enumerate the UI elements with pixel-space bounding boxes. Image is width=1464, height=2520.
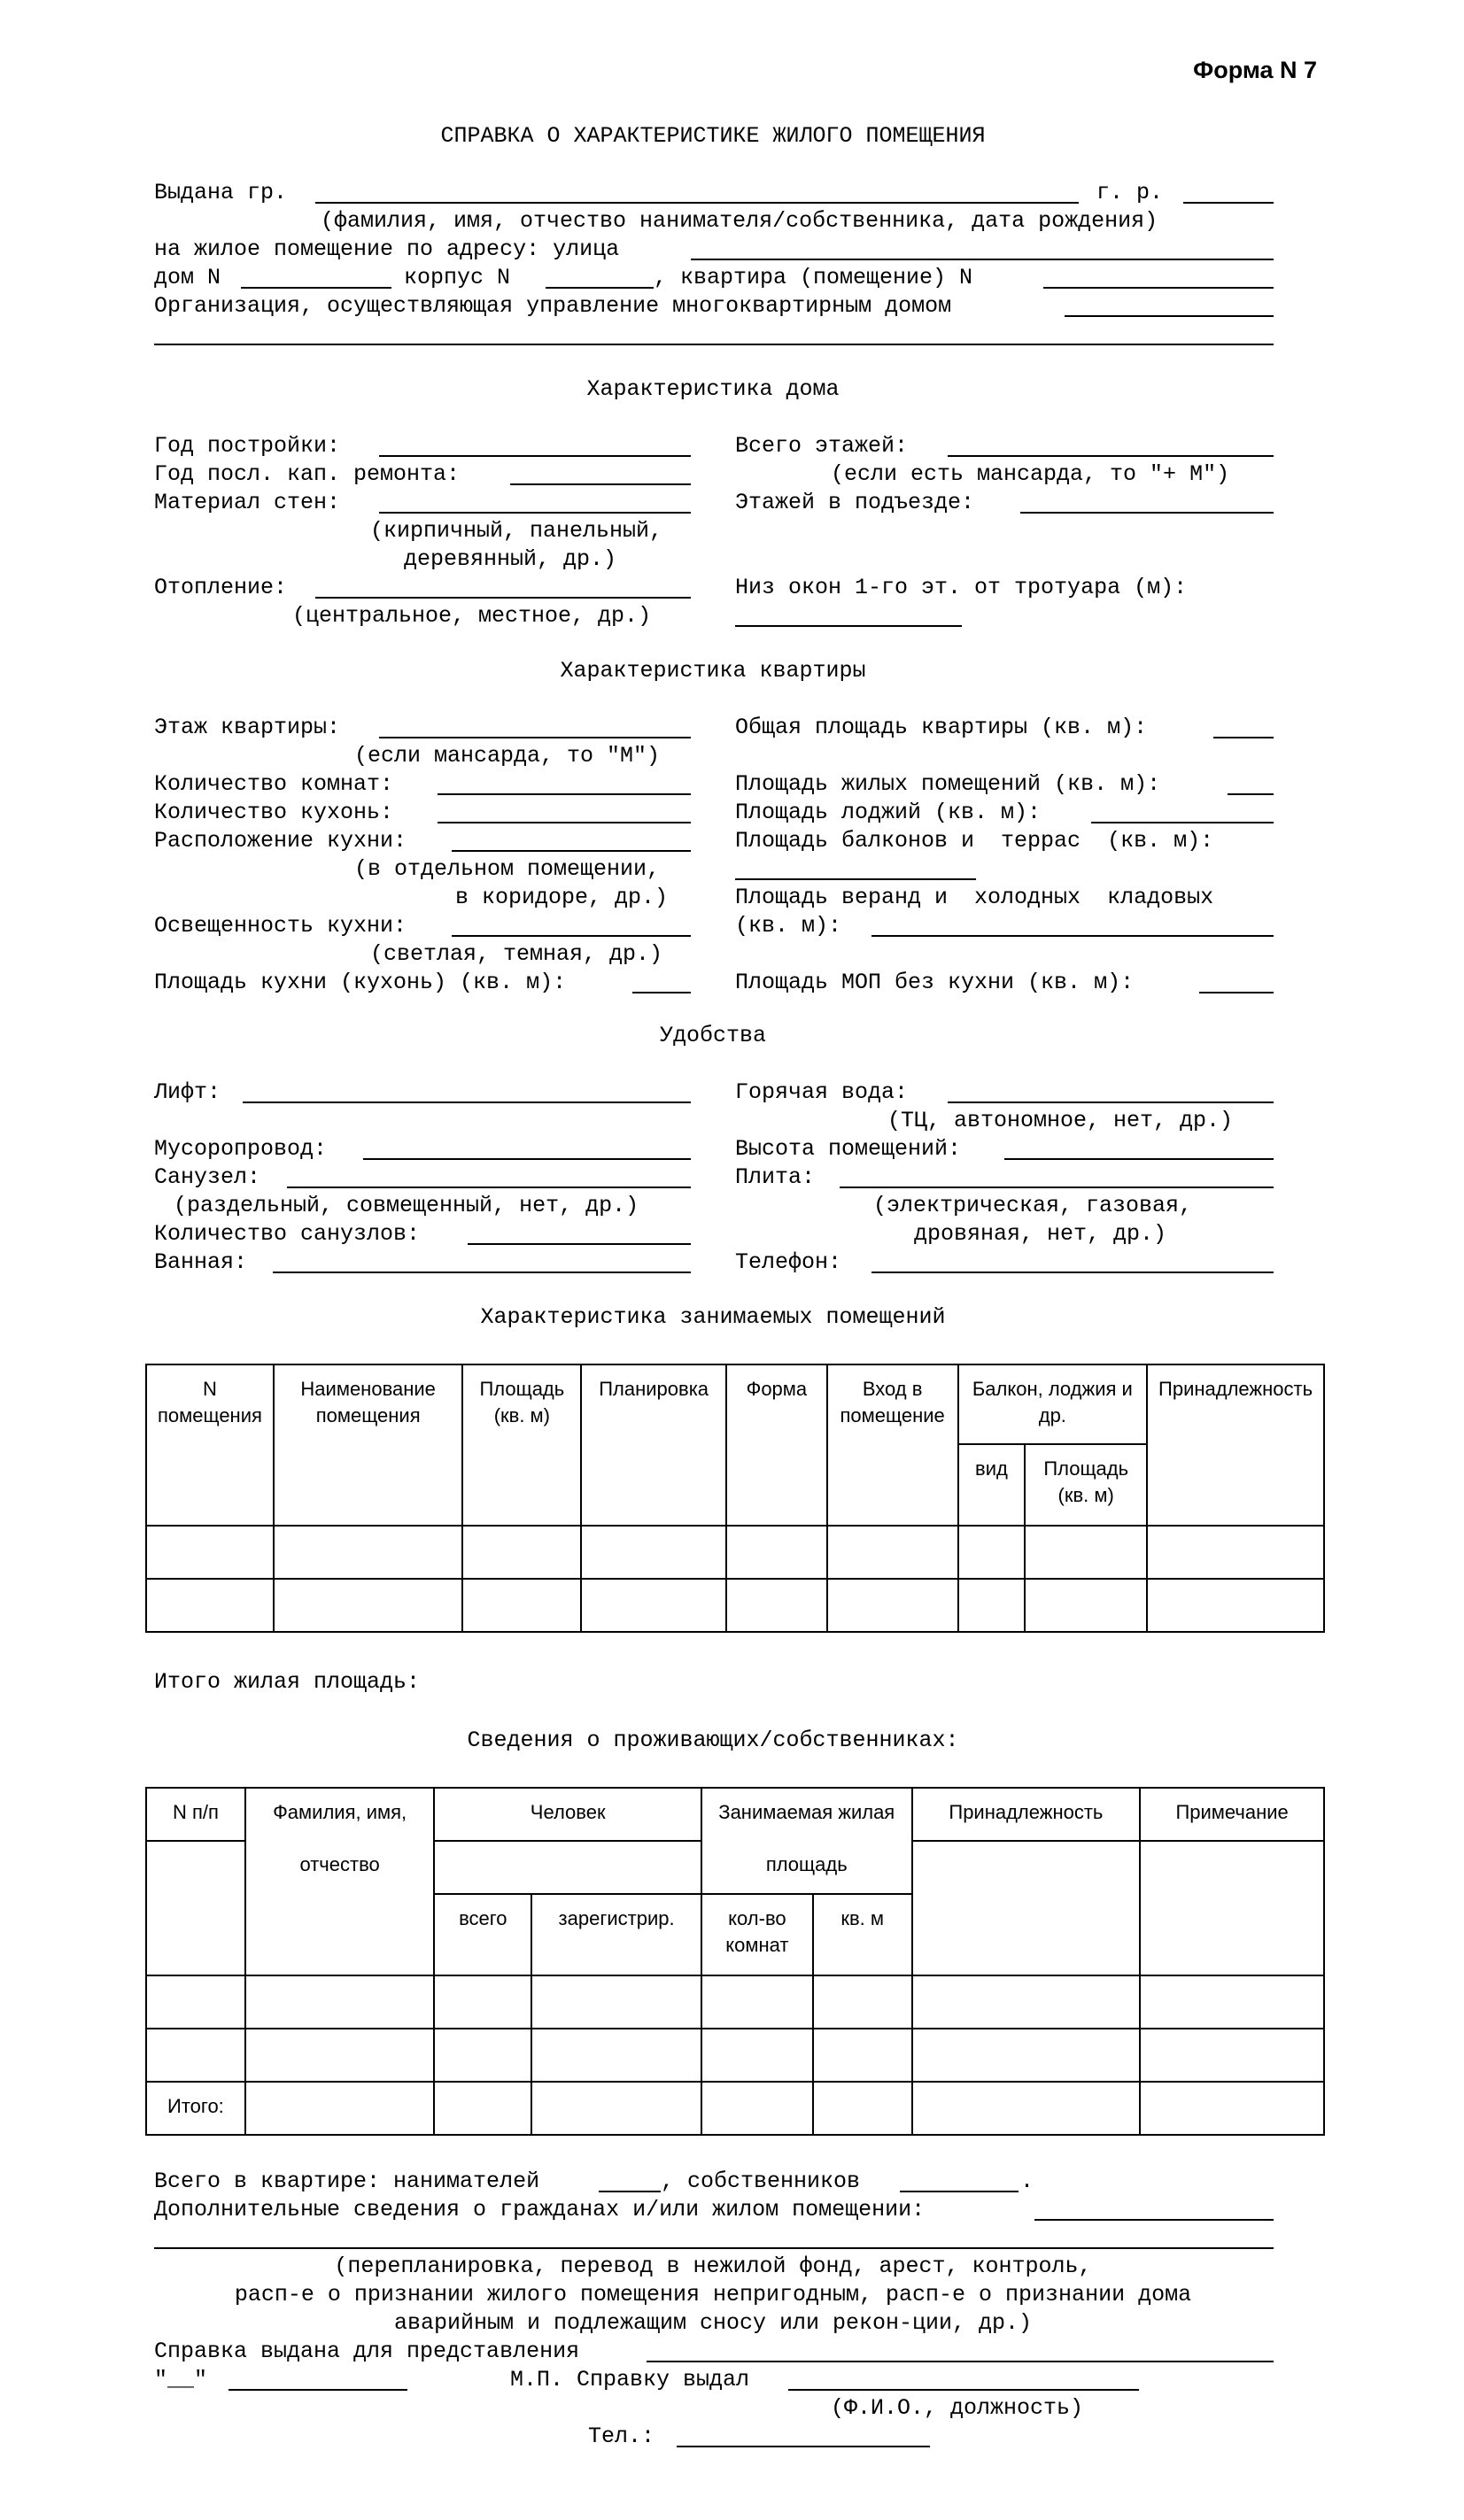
heading-rooms: Характеристика занимаемых помещений [480,1304,946,1330]
label-phone: Телефон: [735,1249,842,1275]
table-row [146,1579,1324,1632]
residents-table [145,1787,1325,2136]
label-street: на жилое помещение по адресу: улица [154,236,620,262]
field-date[interactable] [229,2389,407,2391]
label-living-area: Площадь жилых помещений (кв. м): [735,771,1161,797]
label-date-quote: "__" [154,2367,208,2392]
col-room-form: Форма [726,1364,827,1526]
field-balcony-area[interactable] [735,878,976,880]
label-kitchens: Количество кухонь: [154,800,394,825]
field-phone-footer[interactable] [677,2446,930,2447]
field-management-2[interactable] [154,344,1274,345]
label-lift: Лифт: [154,1079,221,1105]
heading-apartment: Характеристика квартиры [560,658,866,684]
hint-fio: (Ф.И.О., должность) [831,2395,1084,2421]
col-people-registered: зарегистрир. [531,1894,701,1975]
field-kitchen-location[interactable] [452,850,691,852]
label-wall-material: Материал стен: [154,490,341,515]
field-mop-area[interactable] [1199,992,1274,993]
label-veranda-area: Площадь веранд и холодных кладовых [735,885,1214,910]
field-year-built[interactable] [379,455,691,457]
col-area: Занимаемая жилая [701,1788,912,1841]
label-chute: Мусоропровод: [154,1136,328,1162]
field-bathroom[interactable] [287,1187,691,1188]
label-mop-area: Площадь МОП без кухни (кв. м): [735,970,1135,995]
field-issued-for[interactable] [647,2361,1274,2362]
label-apartment: , квартира (помещение) N [654,265,973,290]
label-management: Организация, осуществляющая управление многоквартирным домом [154,293,952,319]
field-tenants[interactable] [599,2191,661,2192]
field-floor[interactable] [379,737,691,738]
form-number: Форма N 7 [1193,57,1317,83]
label-floors-entrance: Этажей в подъезде: [735,490,975,515]
label-issued-to: Выдана гр. [154,180,288,205]
field-phone[interactable] [871,1272,1274,1273]
field-window-height[interactable] [735,625,962,627]
label-heating: Отопление: [154,575,288,600]
label-ceiling: Высота помещений: [735,1136,962,1162]
col-fio: Фамилия, имя, [245,1788,435,1841]
label-phone-footer: Тел.: [588,2423,655,2449]
heading-amenities: Удобства [659,1023,767,1048]
hint-wall-2: деревянный, др.) [404,546,617,572]
table-row-total [146,2082,1324,2135]
field-heating[interactable] [315,597,691,599]
field-street[interactable] [691,259,1274,260]
field-kitchen-area[interactable] [632,992,691,993]
hint-additional-3: аварийным и подлежащим сносу или рекон-ции, др.) [393,2310,1033,2336]
label-stamp-issued: М.П. Справку выдал [510,2367,750,2392]
label-rooms: Количество комнат: [154,771,394,797]
field-kitchens[interactable] [438,822,691,823]
label-birth-year: г. р. [1096,180,1164,205]
hint-floor: (если мансарда, то "М") [354,743,661,769]
field-floors-entrance[interactable] [1020,512,1274,514]
col-area-sqm: кв. м [813,1894,912,1975]
field-management[interactable] [1065,315,1274,317]
field-total-floors[interactable] [948,455,1274,457]
label-hot-water: Горячая вода: [735,1079,909,1105]
col-np: N п/п [146,1788,245,1841]
label-kitchen-area: Площадь кухни (кухонь) (кв. м): [154,970,567,995]
label-total-b: , собственников [661,2168,861,2194]
hint-kitchen-2: в коридоре, др.) [455,885,669,910]
label-last-repair: Год посл. кап. ремонта: [154,461,461,487]
table-row [146,2029,1324,2082]
rooms-table [145,1364,1325,1633]
hint-hot-water: (ТЦ, автономное, нет, др.) [887,1108,1234,1133]
col-room-name: Наименование помещения [274,1364,463,1526]
label-kitchen-location: Расположение кухни: [154,828,407,854]
field-additional-2[interactable] [154,2247,1274,2249]
field-bathroom-count[interactable] [468,1243,691,1245]
field-birth-year[interactable] [1183,202,1274,204]
label-bathroom-count: Количество санузлов: [154,1221,421,1247]
col-fio-2: отчество [245,1841,435,1975]
field-veranda-area[interactable] [871,935,1274,937]
col-room-area: Площадь (кв. м) [462,1364,581,1526]
col-room-entry: Вход в помещение [827,1364,958,1526]
label-issued-for: Справка выдана для представления [154,2338,580,2364]
field-issued-to[interactable] [315,202,1079,204]
hint-light: (светлая, темная, др.) [370,941,663,967]
label-bath: Ванная: [154,1249,248,1275]
hint-heating: (центральное, местное, др.) [292,603,652,629]
col-note: Примечание [1140,1788,1324,1841]
label-korpus: корпус N [404,265,511,290]
col-area-rooms: кол-во комнат [701,1894,813,1975]
field-korpus[interactable] [546,287,654,289]
field-chute[interactable] [363,1158,691,1160]
label-total-a: Всего в квартире: нанимателей [154,2168,540,2194]
col-balcony-type: вид [958,1444,1026,1526]
label-loggia-area: Площадь лоджий (кв. м): [735,800,1042,825]
heading-house: Характеристика дома [586,376,840,402]
label-bathroom: Санузел: [154,1164,261,1190]
table-row [146,1975,1324,2029]
label-veranda-unit: (кв. м): [735,913,842,939]
col-people: Человек [434,1788,701,1841]
label-total-c: . [1020,2168,1034,2194]
label-house: дом N [154,265,221,290]
col-ownership: Принадлежность [912,1788,1141,1841]
label-year-built: Год постройки: [154,433,341,459]
col-balcony-area: Площадь (кв. м) [1025,1444,1147,1526]
hint-wall-1: (кирпичный, панельный, [370,518,663,544]
hint-stove-1: (электрическая, газовая, [873,1193,1193,1218]
col-area-2: площадь [701,1841,912,1894]
label-floor: Этаж квартиры: [154,715,341,740]
label-additional: Дополнительные сведения о гражданах и/или жилом помещении: [154,2197,926,2222]
field-ceiling[interactable] [1004,1158,1274,1160]
field-house[interactable] [241,287,391,289]
label-window-height: Низ окон 1-го эт. от тротуара (м): [735,575,1188,600]
field-kitchen-light[interactable] [452,935,691,937]
field-wall-material[interactable] [379,512,691,514]
col-room-plan: Планировка [581,1364,726,1526]
total-row-label: Итого: [146,2082,245,2135]
field-rooms[interactable] [438,793,691,795]
field-bath[interactable] [273,1272,691,1273]
field-hot-water[interactable] [948,1102,1274,1103]
field-total-area[interactable] [1213,737,1274,738]
hint-bathroom: (раздельный, совмещенный, нет, др.) [174,1193,639,1218]
field-stove[interactable] [840,1187,1274,1188]
hint-stove-2: дровяная, нет, др.) [914,1221,1167,1247]
hint-kitchen-1: (в отдельном помещении, [354,856,661,882]
col-room-ownership: Принадлежность [1147,1364,1324,1526]
label-balcony-area: Площадь балконов и террас (кв. м): [735,828,1214,854]
field-apartment[interactable] [1043,287,1274,289]
label-total-area: Общая площадь квартиры (кв. м): [735,715,1148,740]
hint-issued: (фамилия, имя, отчество нанимателя/собственника, дата рождения) [321,208,1158,234]
field-lift[interactable] [243,1102,691,1103]
field-loggia-area[interactable] [1091,822,1274,823]
label-total-floors: Всего этажей: [735,433,909,459]
hint-additional-2: расп-е о признании жилого помещения непригодным, расп-е о признании дома [234,2282,1192,2307]
table-row [146,1526,1324,1579]
field-last-repair[interactable] [510,483,691,485]
col-room-number: N помещения [146,1364,274,1526]
label-stove: Плита: [735,1164,816,1190]
col-room-balcony: Балкон, лоджия и др. [958,1364,1148,1444]
heading-residents: Сведения о проживающих/собственниках: [467,1728,959,1753]
hint-attic: (если есть мансарда, то "+ М") [831,461,1230,487]
document-title: СПРАВКА О ХАРАКТЕРИСТИКЕ ЖИЛОГО ПОМЕЩЕНИЯ [440,123,986,149]
hint-additional-1: (перепланировка, перевод в нежилой фонд, арест, контроль, [334,2253,1092,2279]
field-owners[interactable] [900,2191,1019,2192]
label-total-living-area: Итого жилая площадь: [154,1669,421,1695]
field-issued-by[interactable] [788,2389,1139,2391]
field-living-area[interactable] [1228,793,1274,795]
col-people-total: всего [434,1894,531,1975]
field-additional[interactable] [1034,2219,1274,2221]
label-kitchen-light: Освещенность кухни: [154,913,407,939]
